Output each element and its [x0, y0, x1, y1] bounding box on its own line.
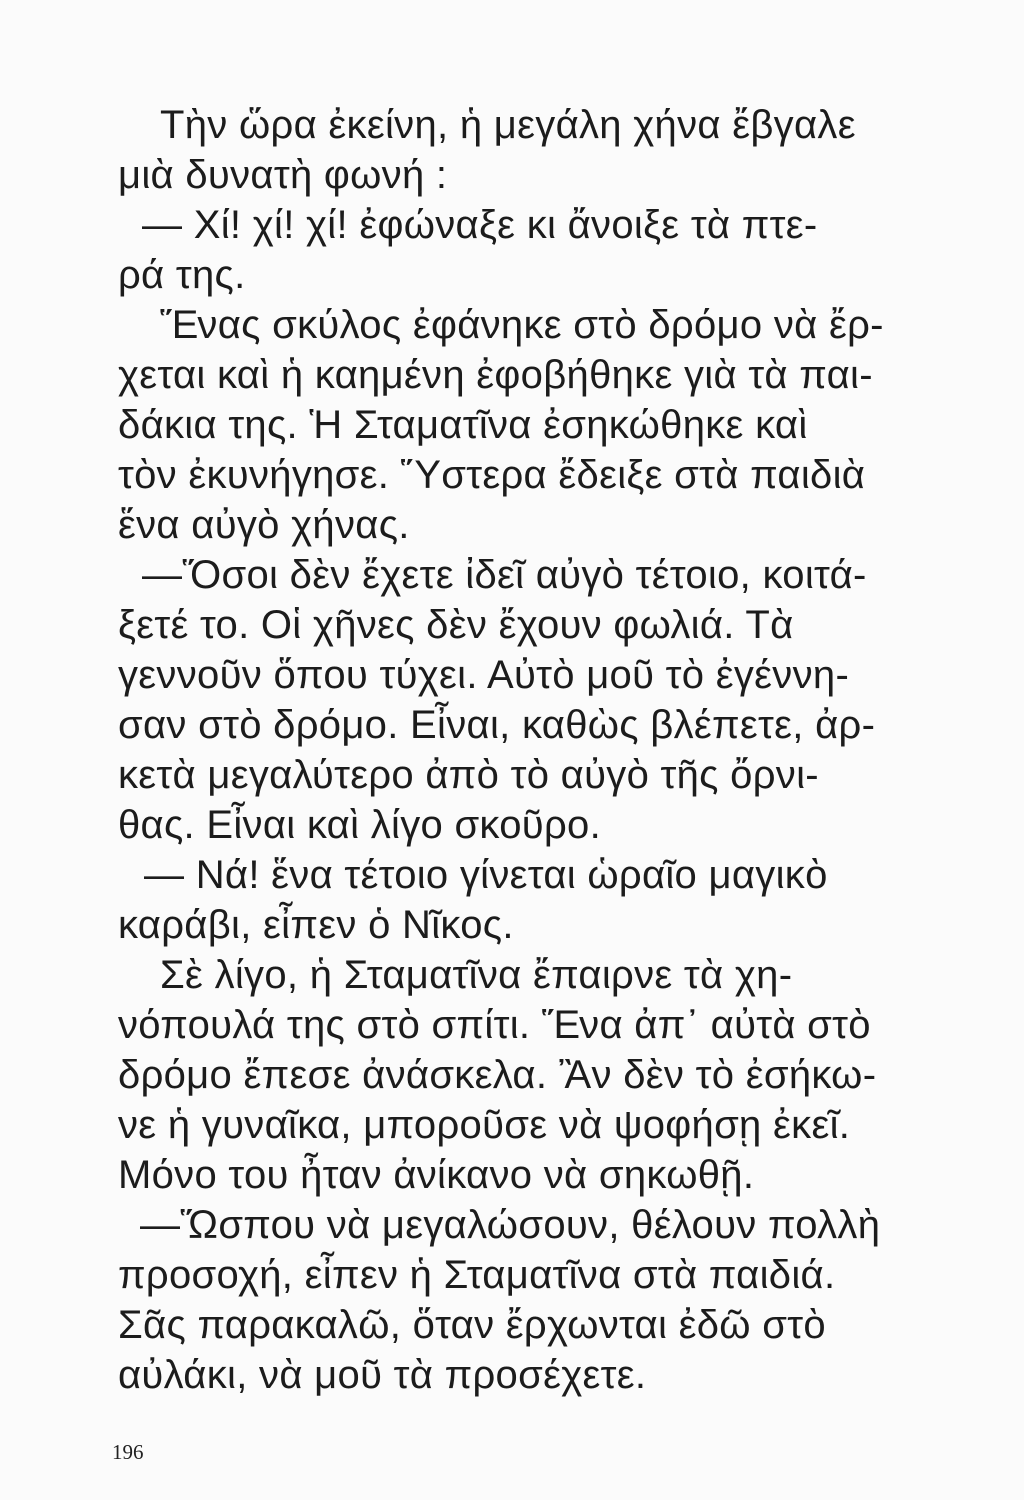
text-line: Ἕνας σκύλος ἐφάνηκε στὸ δρόμο νὰ ἔρ-	[160, 303, 884, 347]
text-line: θας. Εἶναι καὶ λίγο σκοῦρο.	[118, 803, 601, 847]
text-line: —Ὅσοι δὲν ἔχετε ἰδεῖ αὐγὸ τέτοιο, κοιτά-	[142, 553, 867, 597]
text-line: Σᾶς παρακαλῶ, ὅταν ἔρχωνται ἐδῶ στὸ	[118, 1303, 826, 1347]
text-line: δρόμο ἔπεσε ἀνάσκελα. Ἂν δὲν τὸ ἐσήκω-	[118, 1053, 877, 1097]
text-line: ἕνα αὐγὸ χήνας.	[118, 503, 410, 547]
text-line: δάκια της. Ἡ Σταματῖνα ἐσηκώθηκε καὶ	[118, 403, 808, 447]
text-line: μιὰ δυνατὴ φωνή :	[118, 153, 448, 197]
text-line: Τὴν ὥρα ἐκείνη, ἡ μεγάλη χήνα ἔβγαλε	[160, 103, 856, 147]
text-line: νε ἡ γυναῖκα, μποροῦσε νὰ ψοφήσῃ ἐκεῖ.	[118, 1103, 851, 1147]
text-line: αὐλάκι, νὰ μοῦ τὰ προσέχετε.	[118, 1353, 647, 1397]
text-line: Μόνο του ἦταν ἀνίκανο νὰ σηκωθῇ.	[118, 1153, 755, 1197]
text-line: σαν στὸ δρόμο. Εἶναι, καθὼς βλέπετε, ἀρ-	[118, 703, 876, 747]
text-line: νόπουλά της στὸ σπίτι. Ἕνα ἀπ᾿ αὐτὰ στὸ	[118, 1003, 871, 1047]
text-line: ρά της.	[118, 253, 246, 297]
text-line: γεννοῦν ὅπου τύχει. Αὐτὸ μοῦ τὸ ἐγέννη-	[118, 653, 850, 697]
text-line: καράβι, εἶπεν ὁ Νῖκος.	[118, 903, 514, 947]
text-line: τὸν ἐκυνήγησε. Ὕστερα ἔδειξε στὰ παιδιὰ	[118, 453, 866, 497]
text-line: προσοχή, εἶπεν ἡ Σταματῖνα στὰ παιδιά.	[118, 1253, 836, 1297]
text-line: —Ὥσπου νὰ μεγαλώσουν, θέλουν πολλὴ	[140, 1203, 881, 1247]
text-line: — Χί! χί! χί! ἐφώναξε κι ἄνοιξε τὰ πτε-	[142, 203, 818, 247]
text-line: κετὰ μεγαλύτερο ἀπὸ τὸ αὐγὸ τῆς ὄρνι-	[118, 753, 819, 797]
text-line: Σὲ λίγο, ἡ Σταματῖνα ἔπαιρνε τὰ χη-	[160, 953, 793, 997]
text-line: — Νά! ἕνα τέτοιο γίνεται ὡραῖο μαγικὸ	[144, 853, 828, 897]
page-number: 196	[112, 1440, 144, 1464]
text-line: ξετέ το. Οἱ χῆνες δὲν ἔχουν φωλιά. Τὰ	[118, 603, 794, 647]
text-line: χεται καὶ ἡ καημένη ἐφοβήθηκε γιὰ τὰ παι-	[118, 353, 873, 397]
